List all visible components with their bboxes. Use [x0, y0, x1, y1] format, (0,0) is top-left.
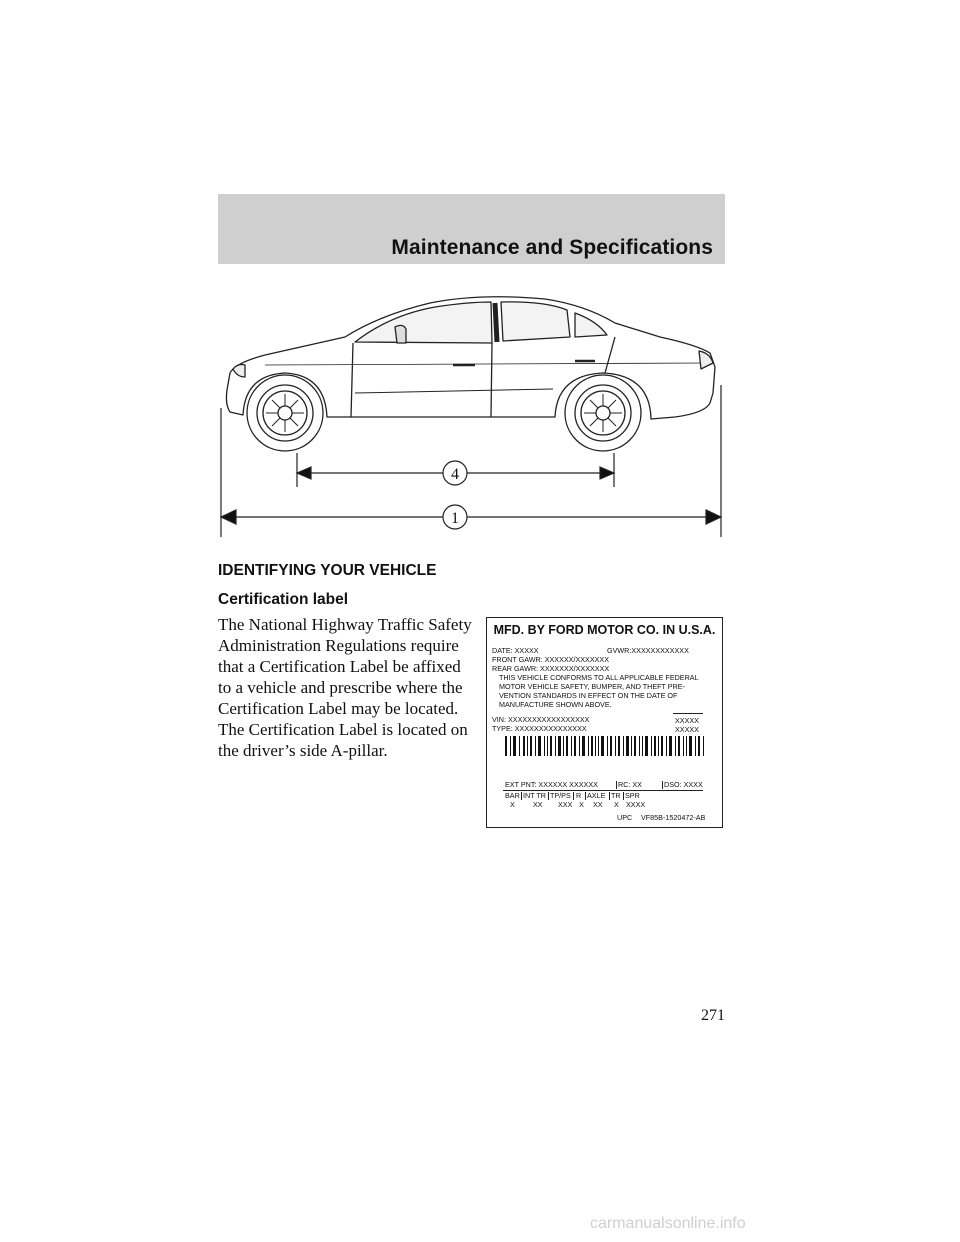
label-conform-line: THIS VEHICLE CONFORMS TO ALL APPLICABLE FEDERAL — [499, 673, 699, 682]
label-code-value: XX — [533, 800, 543, 809]
car-illustration — [226, 297, 715, 451]
page-header-title: Maintenance and Specifications — [391, 236, 713, 259]
dimension-label-wheelbase: 4 — [451, 466, 459, 483]
vehicle-dimension-figure — [205, 285, 740, 545]
label-title: MFD. BY FORD MOTOR CO. IN U.S.A. — [493, 623, 716, 637]
label-code-header: R — [576, 791, 582, 800]
label-code-header: INT TR — [523, 791, 546, 800]
body-line: The Certification Label is located on — [218, 720, 468, 739]
label-code-value: X — [579, 800, 584, 809]
label-divider — [609, 792, 610, 800]
label-divider — [585, 792, 586, 800]
label-code-value: XXX — [558, 800, 573, 809]
sub-heading: Certification label — [218, 591, 349, 608]
label-part-number: VF85B-1520472-AB — [641, 813, 706, 822]
label-front-gawr: FRONT GAWR: XXXXXX/XXXXXXX — [492, 655, 610, 664]
label-vin: VIN: XXXXXXXXXXXXXXXXX — [492, 715, 590, 724]
body-paragraph — [218, 614, 472, 761]
label-divider — [662, 781, 663, 789]
label-gvwr: GVWR:XXXXXXXXXXXX — [607, 646, 689, 655]
label-code-header: TR — [611, 791, 621, 800]
label-divider — [616, 781, 617, 789]
section-heading: IDENTIFYING YOUR VEHICLE — [218, 562, 437, 579]
label-vin-box — [673, 713, 703, 734]
label-divider — [521, 792, 522, 800]
label-divider — [573, 792, 574, 800]
label-rear-gawr: REAR GAWR: XXXXXXX/XXXXXXX — [492, 664, 610, 673]
label-upc: UPC — [617, 813, 633, 822]
label-code-header: SPR — [625, 791, 640, 800]
label-rc: RC: XX — [618, 780, 642, 789]
label-type: TYPE: XXXXXXXXXXXXXXX — [492, 724, 587, 733]
body-line: Administration Regulations require — [218, 636, 459, 655]
body-line: to a vehicle and prescribe where the — [218, 678, 463, 697]
dimension-label-overall-length: 1 — [451, 510, 459, 527]
label-divider — [623, 792, 624, 800]
label-conform-line: MANUFACTURE SHOWN ABOVE. — [499, 700, 612, 709]
label-code-header: TP/PS — [550, 791, 571, 800]
header-band — [218, 194, 725, 264]
label-code-value: XX — [593, 800, 603, 809]
label-conform-line: MOTOR VEHICLE SAFETY, BUMPER, AND THEFT PRE- — [499, 682, 685, 691]
label-code-value: X — [510, 800, 515, 809]
page-number: 271 — [701, 1007, 725, 1024]
label-vin-box-line: XXXXX — [675, 725, 699, 734]
label-divider — [548, 792, 549, 800]
body-line: Certification Label may be located. — [218, 699, 459, 718]
certification-label-illustration — [486, 617, 723, 828]
watermark: carmanualsonline.info — [590, 1215, 746, 1232]
label-code-header: AXLE — [587, 791, 606, 800]
label-code-value: XXXX — [626, 800, 646, 809]
body-line: that a Certification Label be affixed — [218, 657, 461, 676]
label-code-header: BAR — [505, 791, 520, 800]
label-ext-pnt: EXT PNT: XXXXXX XXXXXX — [505, 780, 598, 789]
label-conform-line: VENTION STANDARDS IN EFFECT ON THE DATE OF — [499, 691, 678, 700]
body-line: the driver’s side A-pillar. — [218, 741, 388, 760]
label-code-value: X — [614, 800, 619, 809]
label-dso: DSO: XXXX — [664, 780, 703, 789]
body-line: The National Highway Traffic Safety — [218, 615, 472, 634]
label-vin-box-line: XXXXX — [675, 716, 699, 725]
barcode — [505, 736, 705, 756]
label-date: DATE: XXXXX — [492, 646, 539, 655]
